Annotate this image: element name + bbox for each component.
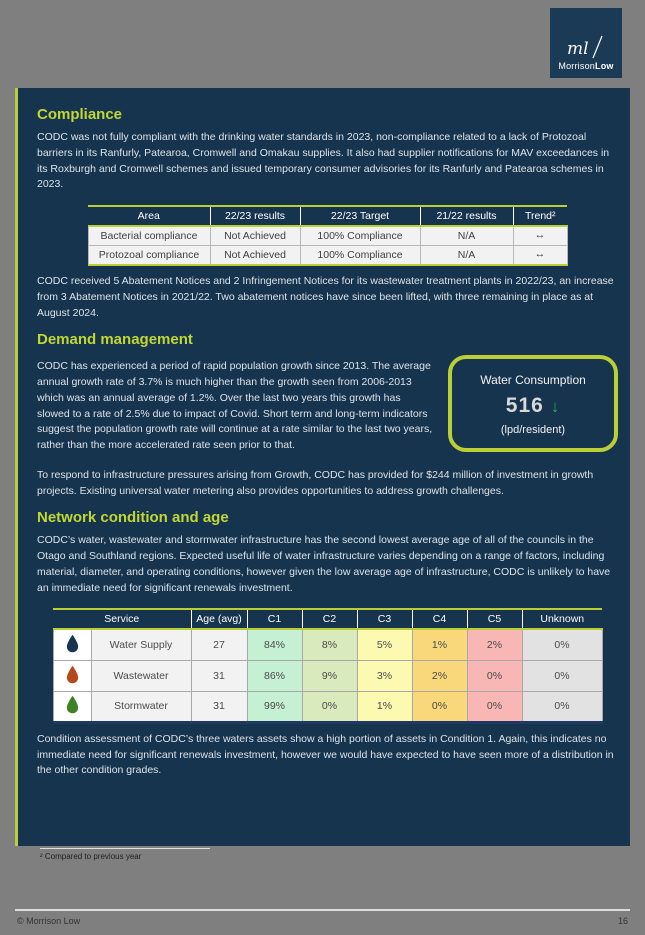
compliance-paragraph-2: CODC received 5 Abatement Notices and 2 Infringement Notices for its wastewater treatment plants in 2022/23, an increase from 3 Abatement Notices in 2021/22. Two abatement notices have since been lifted, with three remaining in place as at August 2024. — [37, 275, 614, 319]
service-icon-cell — [53, 691, 91, 722]
column-header-trend: Trend² — [513, 206, 567, 226]
down-arrow-icon: ↓ — [550, 397, 561, 417]
c4-cell: 1% — [412, 629, 467, 660]
network-paragraph-2: Condition assessment of CODC’s three waters assets show a high portion of assets in Condition 1. Again, this indicates no immediate need for significant renewals investment, however we would have expected to have seen more of a distribution in the other condition grades. — [37, 732, 614, 777]
age-cell: 27 — [191, 629, 247, 660]
target-cell: 100% Compliance — [300, 246, 420, 266]
section-title-compliance: Compliance — [37, 106, 123, 123]
age-cell: 31 — [191, 691, 247, 722]
condition-table — [53, 608, 603, 724]
target-cell: 100% Compliance — [300, 226, 420, 246]
table-row — [53, 660, 602, 691]
demand-section-row — [37, 352, 618, 461]
wastewater-drop-icon — [65, 665, 80, 684]
column-header-c3: C3 — [357, 609, 412, 629]
c2-cell: 9% — [302, 660, 357, 691]
area-cell: Protozoal compliance — [88, 246, 210, 266]
results-cell: Not Achieved — [210, 246, 300, 266]
c2-cell: 8% — [302, 629, 357, 660]
logo-word-low: Low — [595, 61, 614, 71]
c1-cell: 99% — [247, 691, 302, 722]
table-row — [53, 691, 602, 722]
section-title-network: Network condition and age — [37, 509, 229, 527]
c1-cell: 84% — [247, 629, 302, 660]
footer-copyright: © Morrison Low — [17, 916, 81, 926]
column-header-c2: C2 — [302, 609, 357, 629]
column-header-c1: C1 — [247, 609, 302, 629]
stormwater-drop-icon — [65, 695, 80, 714]
c3-cell: 1% — [357, 691, 412, 722]
logo-word-morrison: Morrison — [558, 61, 595, 71]
network-paragraph-1: CODC’s water, wastewater and stormwater infrastructure has the second lowest average age of all of the councils in the Otago and Southland regions. Expected useful life of water infrastructure varies depending on a range of factors, including material, diameter, and operating conditions, however given the low average age of infrastructure, CODC is unlikely to have an immediate need for significant renewals investment. — [37, 534, 611, 594]
demand-paragraph-1: CODC has experienced a period of rapid population growth since 2013. The average annual growth rate of 3.7% is much higher than the growth seen from 2006-2013 which was an annual average of 1.2%. Over the last two years this growth has slowed to a rate of 2.5% due to impact of Covid. Short term and long-term indicators suggest the population growth rate will continue at a rate similar to the last two years, rather than the more accelerated rate seen prior to that. — [37, 360, 433, 451]
column-header-area: Area — [88, 206, 210, 226]
service-name-cell: Wastewater — [91, 660, 191, 691]
water-consumption-callout — [448, 355, 618, 452]
ml-signature-icon — [566, 33, 606, 61]
svg-text:ml: ml — [567, 39, 589, 59]
compliance-table — [88, 205, 568, 266]
table-row — [53, 629, 602, 660]
area-cell: Bacterial compliance — [88, 226, 210, 246]
compliance-paragraph-1: CODC was not fully compliant with the drinking water standards in 2023, non-compliance related to a lack of Protozoal barriers in its Ranfurly, Patearoa, Cromwell and Omakau supplies. It also had supplier notifications for MAV exceedances in its Roxburgh and Cromwell schemes and issued temporary consumer advisories for its Ranfurly and Patearoa schemes in 2023. — [37, 131, 610, 191]
c3-cell: 3% — [357, 660, 412, 691]
prev-results-cell: N/A — [420, 246, 513, 266]
c5-cell: 0% — [467, 660, 522, 691]
service-icon-cell — [53, 660, 91, 691]
column-header-service: Service — [53, 609, 191, 629]
service-name-cell: Stormwater — [91, 691, 191, 722]
morrison-low-logo — [550, 8, 622, 78]
footnote-text: ² Compared to previous year — [40, 852, 142, 861]
c2-cell: 0% — [302, 691, 357, 722]
unknown-cell: 0% — [522, 629, 602, 660]
callout-value — [458, 394, 608, 418]
c1-cell: 86% — [247, 660, 302, 691]
demand-paragraph-2: To respond to infrastructure pressures arising from Growth, CODC has provided for $244 million of investment in growth projects. Existing universal water metering also provides opportunities to address growth challenges. — [37, 468, 594, 497]
page-number: 16 — [617, 916, 628, 926]
service-icon-cell — [53, 629, 91, 660]
column-header-age: Age (avg) — [191, 609, 247, 629]
trend-arrow-icon: ↔ — [513, 246, 567, 266]
column-header-2122-results: 21/22 results — [420, 206, 513, 226]
column-header-unknown: Unknown — [522, 609, 602, 629]
footnote — [40, 848, 210, 861]
footnote-divider — [40, 848, 210, 849]
water-supply-drop-icon — [65, 634, 80, 653]
prev-results-cell: N/A — [420, 226, 513, 246]
callout-unit: (lpd/resident) — [500, 424, 566, 437]
c4-cell: 2% — [412, 660, 467, 691]
trend-arrow-icon: ↔ — [513, 226, 567, 246]
report-panel — [15, 88, 630, 846]
page-footer — [15, 909, 630, 926]
c3-cell: 5% — [357, 629, 412, 660]
table-row — [88, 246, 567, 266]
logo-wordmark — [558, 61, 613, 71]
table-row — [88, 226, 567, 246]
c5-cell: 0% — [467, 691, 522, 722]
unknown-cell: 0% — [522, 660, 602, 691]
column-header-2223-target: 22/23 Target — [300, 206, 420, 226]
callout-label: Water Consumption — [480, 373, 586, 388]
service-name-cell: Water Supply — [91, 629, 191, 660]
age-cell: 31 — [191, 660, 247, 691]
column-header-c4: C4 — [412, 609, 467, 629]
unknown-cell: 0% — [522, 691, 602, 722]
column-header-2223-results: 22/23 results — [210, 206, 300, 226]
column-header-c5: C5 — [467, 609, 522, 629]
section-title-demand: Demand management — [37, 331, 193, 349]
c5-cell: 2% — [467, 629, 522, 660]
compliance-table-header-row — [88, 206, 567, 226]
consumption-value: 516 — [505, 394, 544, 418]
condition-table-header-row — [53, 609, 602, 629]
results-cell: Not Achieved — [210, 226, 300, 246]
c4-cell: 0% — [412, 691, 467, 722]
